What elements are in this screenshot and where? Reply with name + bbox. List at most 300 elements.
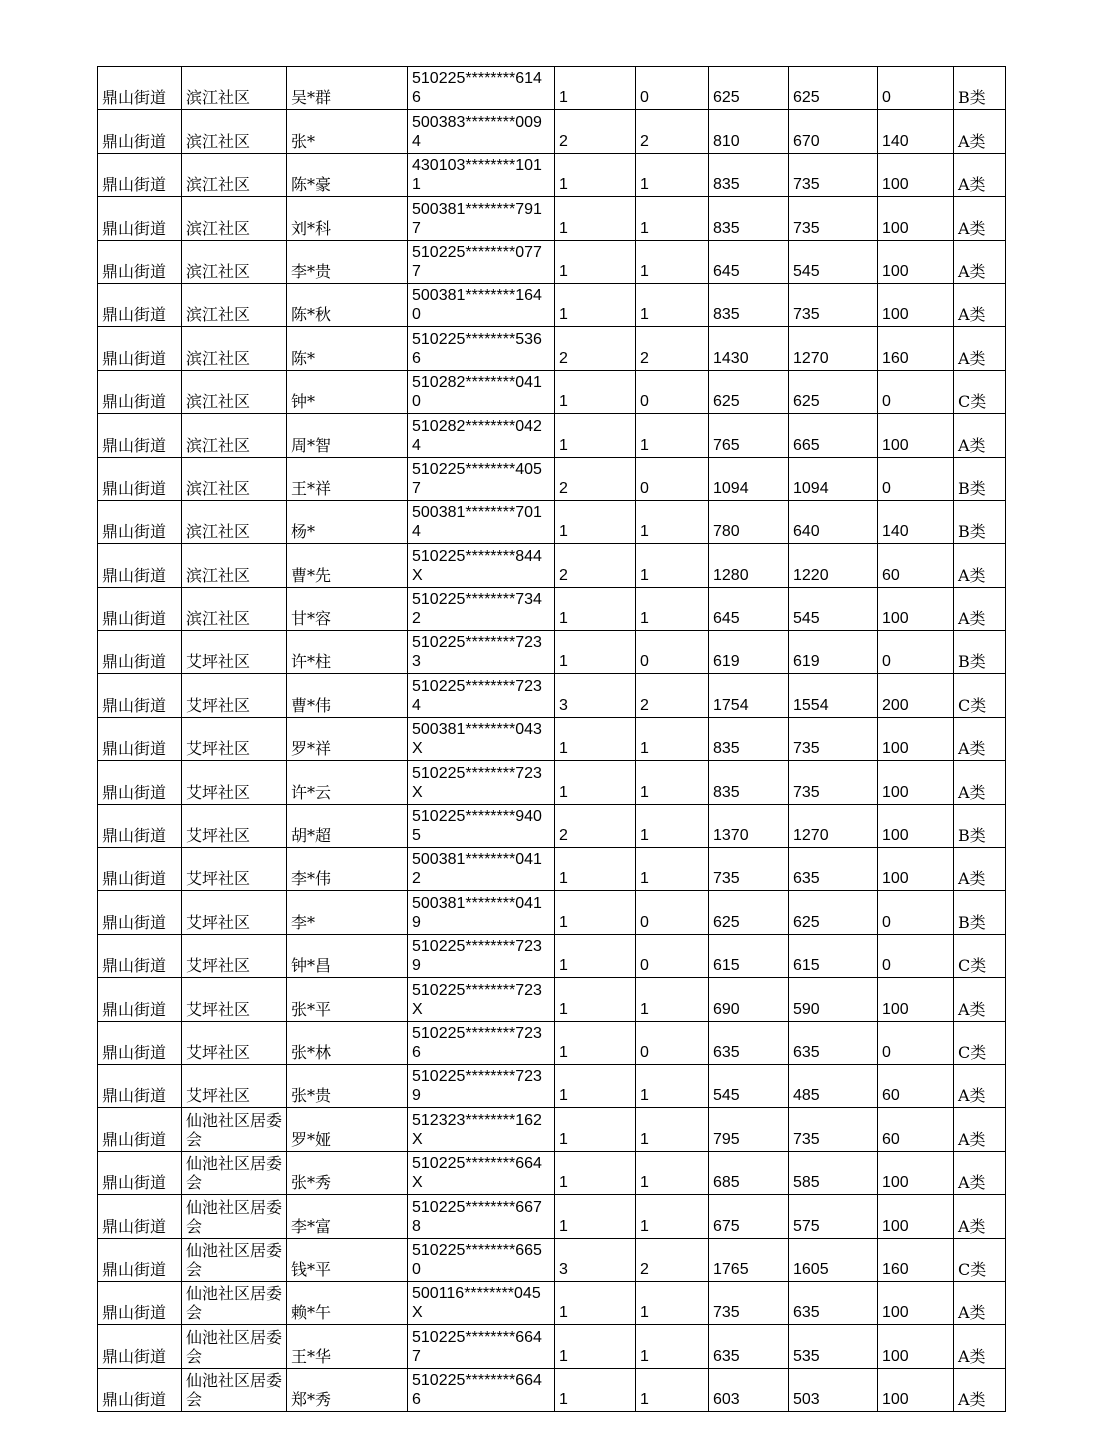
category-cell: A类 <box>954 544 1006 587</box>
count-cell: 1 <box>636 544 709 587</box>
street-cell: 鼎山街道 <box>98 934 182 977</box>
name-cell: 许*柱 <box>287 631 408 674</box>
category-cell: A类 <box>954 761 1006 804</box>
household-size-cell: 1 <box>555 1368 636 1411</box>
category-cell: A类 <box>954 848 1006 891</box>
amount-extra-cell: 140 <box>878 500 954 543</box>
id-number-cell <box>408 153 555 196</box>
community-cell: 仙池社区居委会 <box>182 1108 287 1151</box>
community-cell: 滨江社区 <box>182 587 287 630</box>
community-cell: 仙池社区居委会 <box>182 1238 287 1281</box>
id-number-cell <box>408 587 555 630</box>
category-cell: B类 <box>954 67 1006 110</box>
name-cell: 郑*秀 <box>287 1368 408 1411</box>
street-cell: 鼎山街道 <box>98 674 182 717</box>
household-size-cell: 1 <box>555 500 636 543</box>
table-row <box>98 110 1006 153</box>
id-number-line2: 2 <box>412 870 421 888</box>
amount-total-cell: 1765 <box>709 1238 789 1281</box>
id-number-line1: 510225********723 <box>412 981 542 999</box>
id-number-line1: 500381********041 <box>412 894 542 912</box>
amount-extra-cell: 100 <box>878 153 954 196</box>
amount-extra-cell: 100 <box>878 197 954 240</box>
amount-extra-cell: 160 <box>878 327 954 370</box>
community-cell: 滨江社区 <box>182 197 287 240</box>
id-number-line1: 500381********791 <box>412 200 542 218</box>
category-cell: A类 <box>954 1108 1006 1151</box>
count-cell: 1 <box>636 153 709 196</box>
household-size-cell: 1 <box>555 761 636 804</box>
amount-extra-cell: 60 <box>878 544 954 587</box>
amount-extra-cell: 0 <box>878 370 954 413</box>
count-cell: 1 <box>636 1368 709 1411</box>
household-size-cell: 2 <box>555 544 636 587</box>
id-number-cell <box>408 1325 555 1368</box>
amount-total-cell: 675 <box>709 1195 789 1238</box>
amount-total-cell: 625 <box>709 891 789 934</box>
assistance-table <box>97 66 1006 1412</box>
count-cell: 0 <box>636 370 709 413</box>
id-number-line2: X <box>412 1000 423 1018</box>
amount-total-cell: 645 <box>709 240 789 283</box>
table-row <box>98 457 1006 500</box>
amount-total-cell: 765 <box>709 414 789 457</box>
id-number-line1: 510225********614 <box>412 70 542 88</box>
name-cell: 张*贵 <box>287 1064 408 1107</box>
community-cell: 艾坪社区 <box>182 934 287 977</box>
name-cell: 曹*伟 <box>287 674 408 717</box>
amount-extra-cell: 0 <box>878 1021 954 1064</box>
street-cell: 鼎山街道 <box>98 283 182 326</box>
amount-total-cell: 1754 <box>709 674 789 717</box>
street-cell: 鼎山街道 <box>98 1108 182 1151</box>
id-number-line1: 500381********041 <box>412 851 542 869</box>
community-cell: 滨江社区 <box>182 544 287 587</box>
id-number-line2: 4 <box>412 436 421 454</box>
table-row <box>98 153 1006 196</box>
amount-extra-cell: 0 <box>878 934 954 977</box>
amount-total-cell: 545 <box>709 1064 789 1107</box>
category-cell: A类 <box>954 283 1006 326</box>
id-number-line2: 7 <box>412 479 421 497</box>
table-row <box>98 67 1006 110</box>
table-row <box>98 370 1006 413</box>
id-number-line1: 500381********164 <box>412 287 542 305</box>
household-size-cell: 1 <box>555 587 636 630</box>
category-cell: A类 <box>954 240 1006 283</box>
amount-total-cell: 735 <box>709 848 789 891</box>
community-cell: 滨江社区 <box>182 153 287 196</box>
table-row <box>98 1064 1006 1107</box>
street-cell: 鼎山街道 <box>98 848 182 891</box>
category-cell: A类 <box>954 1368 1006 1411</box>
id-number-cell <box>408 67 555 110</box>
street-cell: 鼎山街道 <box>98 110 182 153</box>
name-cell: 张*平 <box>287 978 408 1021</box>
household-size-cell: 1 <box>555 1325 636 1368</box>
amount-total-cell: 685 <box>709 1151 789 1194</box>
community-cell: 滨江社区 <box>182 327 287 370</box>
amount-total-cell: 1430 <box>709 327 789 370</box>
id-number-line2: 9 <box>412 957 421 975</box>
community-cell: 滨江社区 <box>182 67 287 110</box>
street-cell: 鼎山街道 <box>98 153 182 196</box>
id-number-line1: 510225********664 <box>412 1372 542 1390</box>
id-number-cell <box>408 283 555 326</box>
category-cell: A类 <box>954 153 1006 196</box>
amount-extra-cell: 60 <box>878 1064 954 1107</box>
table-row <box>98 891 1006 934</box>
amount-base-cell: 485 <box>789 1064 878 1107</box>
amount-base-cell: 585 <box>789 1151 878 1194</box>
household-size-cell: 1 <box>555 1151 636 1194</box>
id-number-line1: 510225********940 <box>412 808 542 826</box>
street-cell: 鼎山街道 <box>98 67 182 110</box>
amount-base-cell: 735 <box>789 1108 878 1151</box>
id-number-line1: 510225********667 <box>412 1198 542 1216</box>
count-cell: 0 <box>636 1021 709 1064</box>
amount-total-cell: 1370 <box>709 804 789 847</box>
id-number-line2: 1 <box>412 176 421 194</box>
amount-total-cell: 625 <box>709 370 789 413</box>
amount-total-cell: 810 <box>709 110 789 153</box>
id-number-line1: 510225********723 <box>412 1068 542 1086</box>
id-number-line1: 500383********009 <box>412 113 542 131</box>
amount-base-cell: 575 <box>789 1195 878 1238</box>
street-cell: 鼎山街道 <box>98 631 182 674</box>
community-cell: 艾坪社区 <box>182 717 287 760</box>
category-cell: A类 <box>954 1281 1006 1324</box>
amount-total-cell: 795 <box>709 1108 789 1151</box>
amount-base-cell: 735 <box>789 283 878 326</box>
amount-base-cell: 590 <box>789 978 878 1021</box>
count-cell: 1 <box>636 197 709 240</box>
id-number-line2: X <box>412 566 423 584</box>
id-number-cell <box>408 1238 555 1281</box>
street-cell: 鼎山街道 <box>98 1021 182 1064</box>
count-cell: 1 <box>636 804 709 847</box>
street-cell: 鼎山街道 <box>98 1238 182 1281</box>
id-number-cell <box>408 370 555 413</box>
amount-base-cell: 625 <box>789 891 878 934</box>
amount-base-cell: 503 <box>789 1368 878 1411</box>
household-size-cell: 1 <box>555 978 636 1021</box>
household-size-cell: 1 <box>555 414 636 457</box>
amount-base-cell: 625 <box>789 370 878 413</box>
community-cell: 滨江社区 <box>182 414 287 457</box>
amount-base-cell: 1220 <box>789 544 878 587</box>
amount-base-cell: 545 <box>789 587 878 630</box>
name-cell: 王*华 <box>287 1325 408 1368</box>
count-cell: 0 <box>636 457 709 500</box>
count-cell: 1 <box>636 1151 709 1194</box>
community-cell: 艾坪社区 <box>182 804 287 847</box>
id-number-line1: 510225********077 <box>412 243 542 261</box>
amount-base-cell: 635 <box>789 848 878 891</box>
household-size-cell: 2 <box>555 804 636 847</box>
street-cell: 鼎山街道 <box>98 717 182 760</box>
count-cell: 2 <box>636 110 709 153</box>
count-cell: 1 <box>636 1195 709 1238</box>
amount-extra-cell: 100 <box>878 978 954 1021</box>
amount-extra-cell: 100 <box>878 804 954 847</box>
id-number-cell <box>408 1151 555 1194</box>
amount-base-cell: 625 <box>789 67 878 110</box>
id-number-cell <box>408 1195 555 1238</box>
amount-base-cell: 735 <box>789 761 878 804</box>
household-size-cell: 1 <box>555 1064 636 1107</box>
id-number-cell <box>408 1368 555 1411</box>
street-cell: 鼎山街道 <box>98 544 182 587</box>
amount-extra-cell: 100 <box>878 1281 954 1324</box>
id-number-line2: 0 <box>412 306 421 324</box>
name-cell: 李* <box>287 891 408 934</box>
household-size-cell: 3 <box>555 674 636 717</box>
count-cell: 1 <box>636 848 709 891</box>
household-size-cell: 1 <box>555 1108 636 1151</box>
category-cell: B类 <box>954 891 1006 934</box>
table-row <box>98 283 1006 326</box>
street-cell: 鼎山街道 <box>98 1325 182 1368</box>
street-cell: 鼎山街道 <box>98 1281 182 1324</box>
category-cell: A类 <box>954 1064 1006 1107</box>
category-cell: C类 <box>954 934 1006 977</box>
id-number-cell <box>408 500 555 543</box>
amount-base-cell: 635 <box>789 1281 878 1324</box>
table-row <box>98 587 1006 630</box>
id-number-line1: 500381********701 <box>412 504 542 522</box>
amount-base-cell: 735 <box>789 153 878 196</box>
id-number-line2: 9 <box>412 913 421 931</box>
count-cell: 1 <box>636 1281 709 1324</box>
id-number-line1: 510225********723 <box>412 1024 542 1042</box>
amount-total-cell: 1094 <box>709 457 789 500</box>
amount-base-cell: 535 <box>789 1325 878 1368</box>
amount-extra-cell: 0 <box>878 457 954 500</box>
name-cell: 陈*豪 <box>287 153 408 196</box>
community-cell: 滨江社区 <box>182 110 287 153</box>
table-row <box>98 1368 1006 1411</box>
amount-base-cell: 619 <box>789 631 878 674</box>
amount-total-cell: 645 <box>709 587 789 630</box>
count-cell: 1 <box>636 1108 709 1151</box>
street-cell: 鼎山街道 <box>98 1151 182 1194</box>
street-cell: 鼎山街道 <box>98 370 182 413</box>
household-size-cell: 1 <box>555 283 636 326</box>
table-row <box>98 327 1006 370</box>
community-cell: 滨江社区 <box>182 283 287 326</box>
id-number-line1: 510282********041 <box>412 374 542 392</box>
id-number-cell <box>408 457 555 500</box>
id-number-cell <box>408 327 555 370</box>
amount-total-cell: 835 <box>709 283 789 326</box>
amount-base-cell: 735 <box>789 717 878 760</box>
id-number-cell <box>408 1108 555 1151</box>
street-cell: 鼎山街道 <box>98 761 182 804</box>
count-cell: 1 <box>636 587 709 630</box>
community-cell: 艾坪社区 <box>182 978 287 1021</box>
amount-base-cell: 1270 <box>789 804 878 847</box>
name-cell: 甘*容 <box>287 587 408 630</box>
table-row <box>98 1281 1006 1324</box>
id-number-cell <box>408 544 555 587</box>
amount-total-cell: 1280 <box>709 544 789 587</box>
category-cell: B类 <box>954 457 1006 500</box>
amount-extra-cell: 100 <box>878 761 954 804</box>
count-cell: 0 <box>636 891 709 934</box>
name-cell: 吴*群 <box>287 67 408 110</box>
amount-extra-cell: 100 <box>878 240 954 283</box>
amount-extra-cell: 100 <box>878 587 954 630</box>
id-number-line2: 6 <box>412 1043 421 1061</box>
category-cell: C类 <box>954 1238 1006 1281</box>
amount-extra-cell: 140 <box>878 110 954 153</box>
community-cell: 艾坪社区 <box>182 848 287 891</box>
id-number-line1: 510225********536 <box>412 330 542 348</box>
community-cell: 仙池社区居委会 <box>182 1368 287 1411</box>
id-number-cell <box>408 717 555 760</box>
household-size-cell: 1 <box>555 153 636 196</box>
id-number-cell <box>408 891 555 934</box>
id-number-line1: 510225********723 <box>412 677 542 695</box>
name-cell: 杨* <box>287 500 408 543</box>
street-cell: 鼎山街道 <box>98 891 182 934</box>
amount-extra-cell: 0 <box>878 631 954 674</box>
amount-extra-cell: 200 <box>878 674 954 717</box>
household-size-cell: 1 <box>555 891 636 934</box>
id-number-line1: 510225********844 <box>412 547 542 565</box>
id-number-cell <box>408 1064 555 1107</box>
count-cell: 1 <box>636 717 709 760</box>
id-number-line2: 5 <box>412 827 421 845</box>
id-number-line2: 4 <box>412 132 421 150</box>
category-cell: B类 <box>954 500 1006 543</box>
id-number-line2: 3 <box>412 653 421 671</box>
id-number-line2: 7 <box>412 262 421 280</box>
household-size-cell: 2 <box>555 457 636 500</box>
id-number-line1: 500116********045 <box>412 1285 541 1303</box>
amount-total-cell: 635 <box>709 1325 789 1368</box>
id-number-line1: 500381********043 <box>412 721 542 739</box>
count-cell: 1 <box>636 761 709 804</box>
name-cell: 钟*昌 <box>287 934 408 977</box>
household-size-cell: 1 <box>555 1195 636 1238</box>
category-cell: A类 <box>954 110 1006 153</box>
amount-base-cell: 670 <box>789 110 878 153</box>
table-row <box>98 848 1006 891</box>
community-cell: 滨江社区 <box>182 457 287 500</box>
name-cell: 罗*祥 <box>287 717 408 760</box>
id-number-line2: 7 <box>412 1347 421 1365</box>
community-cell: 仙池社区居委会 <box>182 1325 287 1368</box>
table-row <box>98 717 1006 760</box>
street-cell: 鼎山街道 <box>98 804 182 847</box>
id-number-cell <box>408 1281 555 1324</box>
amount-total-cell: 835 <box>709 197 789 240</box>
category-cell: B类 <box>954 804 1006 847</box>
count-cell: 1 <box>636 500 709 543</box>
amount-base-cell: 635 <box>789 1021 878 1064</box>
name-cell: 胡*超 <box>287 804 408 847</box>
street-cell: 鼎山街道 <box>98 197 182 240</box>
household-size-cell: 1 <box>555 1021 636 1064</box>
table-row <box>98 544 1006 587</box>
table-row <box>98 978 1006 1021</box>
amount-base-cell: 665 <box>789 414 878 457</box>
table-row <box>98 1021 1006 1064</box>
amount-base-cell: 1270 <box>789 327 878 370</box>
id-number-line1: 512323********162 <box>412 1111 542 1129</box>
amount-base-cell: 545 <box>789 240 878 283</box>
name-cell: 张* <box>287 110 408 153</box>
id-number-line2: 6 <box>412 1391 421 1409</box>
community-cell: 艾坪社区 <box>182 891 287 934</box>
household-size-cell: 1 <box>555 717 636 760</box>
household-size-cell: 3 <box>555 1238 636 1281</box>
count-cell: 2 <box>636 1238 709 1281</box>
table-row <box>98 1238 1006 1281</box>
table-row <box>98 761 1006 804</box>
table-row <box>98 674 1006 717</box>
amount-extra-cell: 0 <box>878 67 954 110</box>
category-cell: C类 <box>954 1021 1006 1064</box>
household-size-cell: 1 <box>555 1281 636 1324</box>
name-cell: 许*云 <box>287 761 408 804</box>
id-number-line1: 510225********734 <box>412 591 542 609</box>
amount-base-cell: 1554 <box>789 674 878 717</box>
id-number-line2: 6 <box>412 89 421 107</box>
community-cell: 滨江社区 <box>182 240 287 283</box>
name-cell: 钟* <box>287 370 408 413</box>
street-cell: 鼎山街道 <box>98 414 182 457</box>
count-cell: 1 <box>636 978 709 1021</box>
id-number-line2: 4 <box>412 696 421 714</box>
community-cell: 滨江社区 <box>182 500 287 543</box>
count-cell: 0 <box>636 934 709 977</box>
table-row <box>98 240 1006 283</box>
amount-total-cell: 835 <box>709 717 789 760</box>
id-number-line2: 8 <box>412 1217 421 1235</box>
amount-extra-cell: 100 <box>878 717 954 760</box>
category-cell: A类 <box>954 197 1006 240</box>
id-number-line2: 4 <box>412 523 421 541</box>
name-cell: 陈*秋 <box>287 283 408 326</box>
category-cell: A类 <box>954 717 1006 760</box>
name-cell: 李*伟 <box>287 848 408 891</box>
amount-extra-cell: 100 <box>878 1368 954 1411</box>
name-cell: 赖*午 <box>287 1281 408 1324</box>
id-number-cell <box>408 761 555 804</box>
id-number-line2: X <box>412 740 423 758</box>
category-cell: A类 <box>954 1195 1006 1238</box>
community-cell: 滨江社区 <box>182 370 287 413</box>
table-row <box>98 197 1006 240</box>
id-number-cell <box>408 197 555 240</box>
id-number-cell <box>408 674 555 717</box>
amount-base-cell: 1605 <box>789 1238 878 1281</box>
id-number-cell <box>408 414 555 457</box>
id-number-cell <box>408 848 555 891</box>
amount-total-cell: 735 <box>709 1281 789 1324</box>
table-row <box>98 500 1006 543</box>
id-number-cell <box>408 110 555 153</box>
name-cell: 张*秀 <box>287 1151 408 1194</box>
table-row <box>98 1151 1006 1194</box>
table-body <box>98 67 1006 1412</box>
name-cell: 刘*科 <box>287 197 408 240</box>
category-cell: B类 <box>954 631 1006 674</box>
amount-extra-cell: 100 <box>878 848 954 891</box>
